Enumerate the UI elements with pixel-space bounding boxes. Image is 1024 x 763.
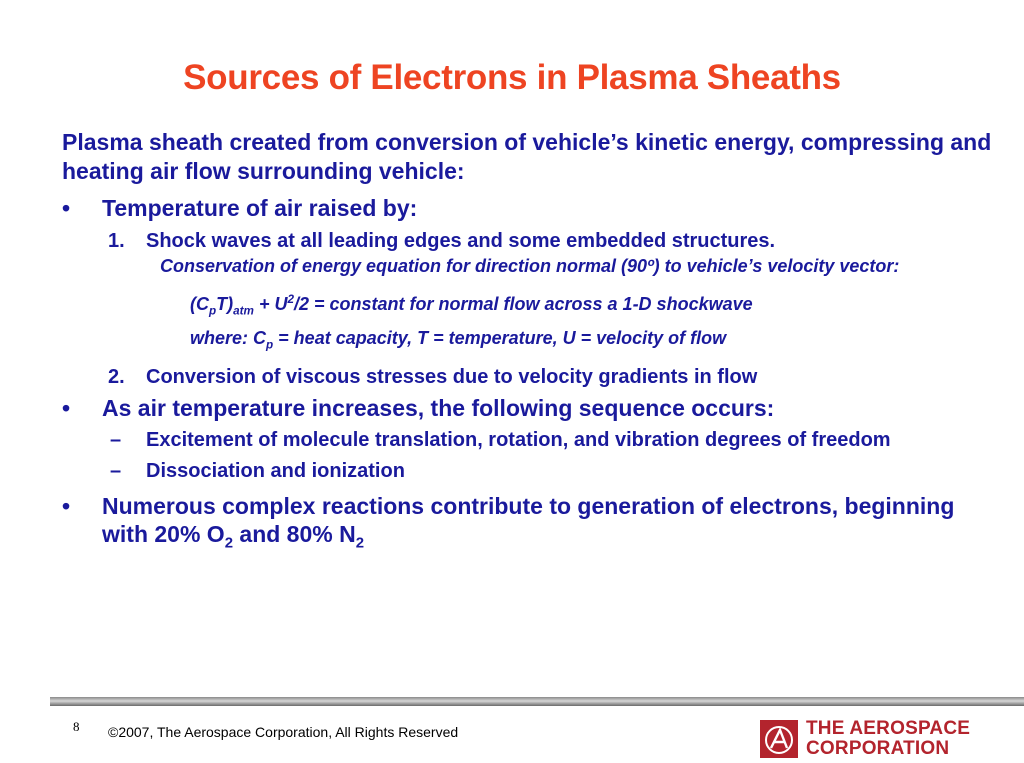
bullet-text: Numerous complex reactions contribute to generation of electrons, beginning with 20% $O_2$ and 80% $N_2$: [102, 493, 955, 552]
page-number: 8: [73, 719, 80, 734]
bullet-text: Temperature of air raised by:: [102, 195, 418, 221]
sub-item-text: Excitement of molecule translation, rotation, and vibration degrees of freedom: [146, 429, 891, 451]
numbered-item-text: Conversion of viscous stresses due to velocity gradients in flow: [146, 366, 758, 388]
bullet-sequence: [62, 394, 1002, 422]
bullet-text: As air temperature increases, the following sequence occurs:: [102, 395, 775, 421]
footer-divider: [50, 697, 1024, 706]
number-marker: 2.: [108, 366, 125, 388]
copyright-notice: ©2007, The Aerospace Corporation, All Rights Reserved: [108, 724, 459, 740]
slide-title: Sources of Electrons in Plasma Sheaths: [183, 58, 841, 97]
numbered-item-2: [62, 364, 1002, 390]
intro-text: Plasma sheath created from conversion of vehicle’s kinetic energy, compressing and heating air flow surrounding vehicle:: [62, 129, 992, 184]
bullet-mark: •: [62, 493, 71, 519]
sub-item-text: Dissociation and ionization: [146, 460, 405, 482]
dash-mark: –: [110, 460, 122, 482]
logo-line-1: THE AEROSPACE: [806, 718, 971, 739]
number-marker: 1.: [108, 230, 125, 252]
numbered-item-1: [62, 228, 1002, 254]
numbered-item-text: Shock waves at all leading edges and some embedded structures.: [146, 230, 776, 252]
bullet-mark: •: [62, 195, 71, 221]
aerospace-corporation-logo: [760, 718, 988, 762]
bullet-temperature: [62, 194, 1002, 222]
sub-item-excitement: [62, 428, 1002, 453]
logo-wordmark: [806, 719, 970, 759]
slide-body: [62, 128, 1002, 552]
energy-equation: $(C_pT)_{atm} + U^2/2$ = constant for normal flow across a 1-D shockwave: [190, 293, 753, 318]
aerospace-a-logo-icon: [760, 720, 798, 758]
logo-line-2: CORPORATION: [806, 738, 950, 759]
sub-item-dissociation: [62, 459, 1002, 484]
energy-equation-note: Conservation of energy equation for direction normal (90º) to vehicle’s velocity vector:: [160, 256, 900, 276]
bullet-mark: •: [62, 395, 71, 421]
bullet-reactions: [62, 492, 1002, 552]
dash-mark: –: [110, 429, 122, 451]
equation-variable-definitions: where: $C_p$ = heat capacity, T = temperature, U = velocity of flow: [190, 328, 727, 352]
